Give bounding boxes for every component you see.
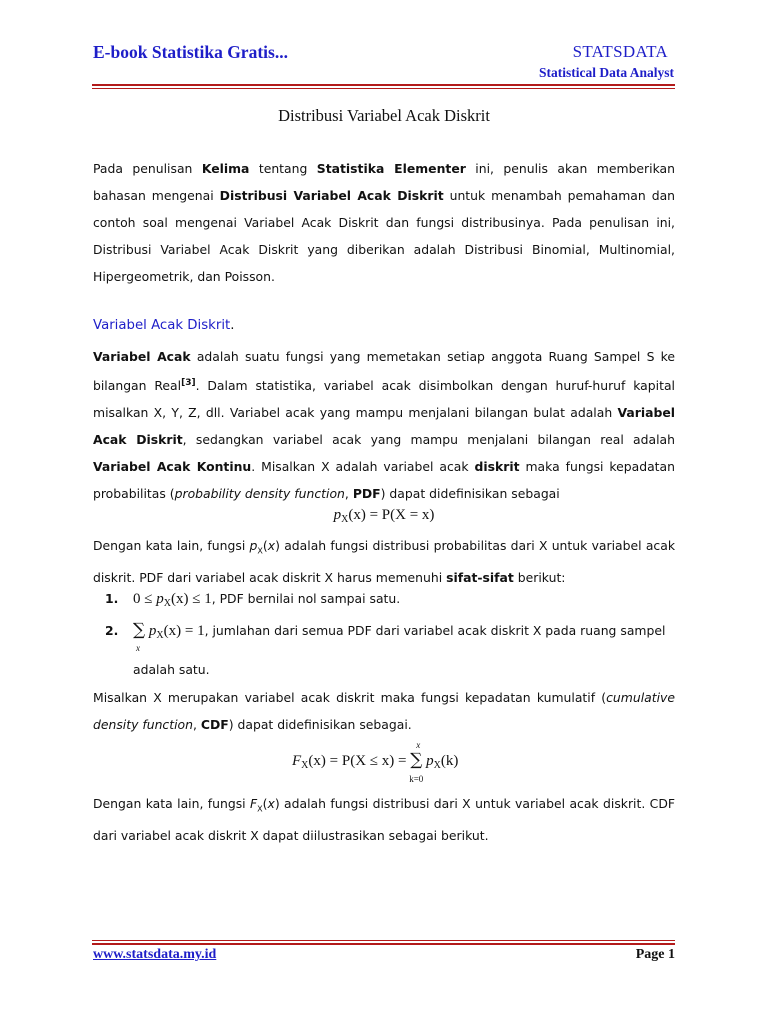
list-number: 1. bbox=[105, 591, 119, 606]
text: adalah suatu fungsi yang memetakan setiap anggota Ruang Sampel S ke bilangan Real bbox=[93, 349, 675, 394]
text: tentang bbox=[249, 161, 317, 176]
math-subscript: X bbox=[156, 630, 164, 641]
italic-text: probability density function bbox=[174, 486, 345, 502]
cdf-equation bbox=[292, 740, 459, 784]
header-rule-thin bbox=[92, 88, 675, 89]
page-title: Distribusi Variabel Acak Diskrit bbox=[278, 106, 490, 125]
footer-website-link[interactable]: www.statsdata.my.id bbox=[93, 947, 217, 962]
bold-text: Kelima bbox=[201, 161, 250, 176]
math-subscript: X bbox=[301, 760, 309, 771]
sum-symbol: ∑ bbox=[133, 620, 146, 640]
bold-text: PDF bbox=[352, 486, 381, 502]
math-symbol: p bbox=[333, 507, 342, 523]
section-heading-text: Variabel Acak Diskrit bbox=[93, 318, 231, 333]
text: untuk menambah pemahaman dan contoh soal mengenai Variabel Acak Diskrit dan fungsi distribusinya. Pada penulisan ini, Distribusi Variabel Acak Diskrit yang diberikan adalah Distribusi Binomial, Multinomial, Hipergeometrik, dan Poisson. bbox=[93, 188, 676, 284]
bold-text: Variabel Acak Diskrit bbox=[93, 405, 675, 448]
math-subscript: X bbox=[163, 598, 171, 609]
text: , bbox=[192, 717, 201, 732]
text: Misalkan X merupakan variabel acak diskrit maka fungsi kepadatan kumulatif ( bbox=[93, 690, 607, 705]
list-item bbox=[105, 620, 666, 653]
math-subscript: X bbox=[341, 514, 349, 525]
subscript: X bbox=[257, 546, 263, 556]
text: berikut: bbox=[513, 570, 566, 586]
bold-text: sifat-sifat bbox=[446, 570, 514, 586]
cdf-intro-paragraph bbox=[93, 684, 675, 738]
pdf-equation bbox=[0, 507, 768, 525]
bold-text: Variabel Acak Kontinu bbox=[93, 459, 252, 475]
math-symbol: p bbox=[148, 623, 157, 639]
text: Dengan kata lain, fungsi bbox=[93, 538, 250, 553]
italic-text: cumulative density function bbox=[93, 690, 675, 732]
bold-text: Statistika Elementer bbox=[316, 161, 466, 176]
pdf-explanation-paragraph bbox=[93, 532, 675, 591]
list-text: adalah satu. bbox=[133, 662, 210, 677]
math-expression: (x) = P(X = x) bbox=[348, 507, 435, 523]
math-expression: 0 ≤ bbox=[133, 591, 157, 607]
subscript: X bbox=[257, 804, 263, 814]
math-subscript: X bbox=[433, 760, 441, 771]
sum-symbol: ∑ bbox=[410, 750, 423, 770]
list-text: , PDF bernilai nol sampai satu. bbox=[211, 591, 401, 606]
list-text: , jumlahan dari semua PDF dari variabel acak diskrit X pada ruang sampel bbox=[204, 623, 666, 638]
math-symbol: F bbox=[292, 753, 302, 769]
text: . Misalkan X adalah variabel acak bbox=[251, 459, 475, 475]
header-rule-thick bbox=[92, 84, 675, 86]
list-number: 2. bbox=[105, 623, 119, 638]
sum-lower-limit: k=0 bbox=[409, 774, 424, 784]
math-expression: (x) ≤ 1 bbox=[170, 591, 212, 607]
bold-text: CDF bbox=[200, 717, 229, 732]
text: ) dapat didefinisikan sebagai bbox=[380, 486, 560, 502]
sum-limit: x bbox=[136, 643, 140, 653]
reference-mark: [3] bbox=[181, 378, 196, 388]
italic-text: p bbox=[249, 538, 258, 553]
text: ) dapat didefinisikan sebagai. bbox=[228, 717, 412, 732]
math-expression: (x) = 1 bbox=[163, 623, 205, 639]
math-symbol: p bbox=[156, 591, 164, 607]
text: ( bbox=[262, 796, 268, 811]
definition-paragraph bbox=[93, 343, 675, 507]
text: ) adalah fungsi distribusi dari X untuk variabel acak diskrit. CDF dari variabel acak diskrit X dapat diilustrasikan sebagai berikut. bbox=[93, 796, 675, 844]
bold-text: diskrit bbox=[474, 459, 520, 475]
math-expression: (x) = P(X ≤ x) = bbox=[308, 753, 411, 769]
page-number: Page 1 bbox=[635, 947, 675, 962]
italic-text: F bbox=[250, 796, 258, 811]
math-expression: (k) bbox=[440, 753, 459, 769]
bold-text: Distribusi Variabel Acak Diskrit bbox=[219, 188, 444, 203]
text: , bbox=[344, 486, 353, 502]
list-continuation bbox=[105, 662, 210, 677]
italic-text: x bbox=[267, 796, 275, 811]
italic-text: x bbox=[267, 538, 276, 553]
bold-text: Variabel Acak bbox=[93, 349, 191, 364]
footer-rule-thick bbox=[92, 943, 675, 945]
sum-upper-limit: x bbox=[416, 740, 421, 750]
text: . Dalam statistika, variabel acak disimbolkan dengan huruf-huruf kapital misalkan X, Y, Z, dll. Variabel acak yang mampu menjalani bilangan bulat adalah bbox=[93, 378, 675, 421]
list-item bbox=[105, 591, 400, 609]
footer-rule-thin bbox=[92, 940, 675, 941]
header-brand: STATSDATA bbox=[572, 42, 668, 61]
text: ( bbox=[262, 538, 268, 553]
section-heading-dot: . bbox=[230, 318, 235, 333]
header-ebook-title: E-book Statistika Gratis... bbox=[93, 42, 288, 62]
text: Dengan kata lain, fungsi bbox=[93, 796, 251, 811]
math-symbol: p bbox=[426, 753, 434, 769]
header-subtitle: Statistical Data Analyst bbox=[539, 65, 674, 80]
text: ) adalah fungsi distribusi probabilitas dari X untuk variabel acak diskrit. PDF dari variabel acak diskrit X harus memenuhi bbox=[93, 538, 676, 586]
text: maka fungsi kepadatan probabilitas ( bbox=[93, 459, 675, 502]
text: ini, penulis akan memberikan bahasan mengenai bbox=[93, 161, 675, 203]
text: , sedangkan variabel acak yang mampu menjalani bilangan real adalah bbox=[182, 432, 675, 448]
cdf-explanation-paragraph bbox=[93, 790, 675, 849]
section-heading bbox=[93, 318, 234, 333]
intro-paragraph bbox=[93, 155, 675, 290]
text: Pada penulisan bbox=[93, 161, 202, 176]
